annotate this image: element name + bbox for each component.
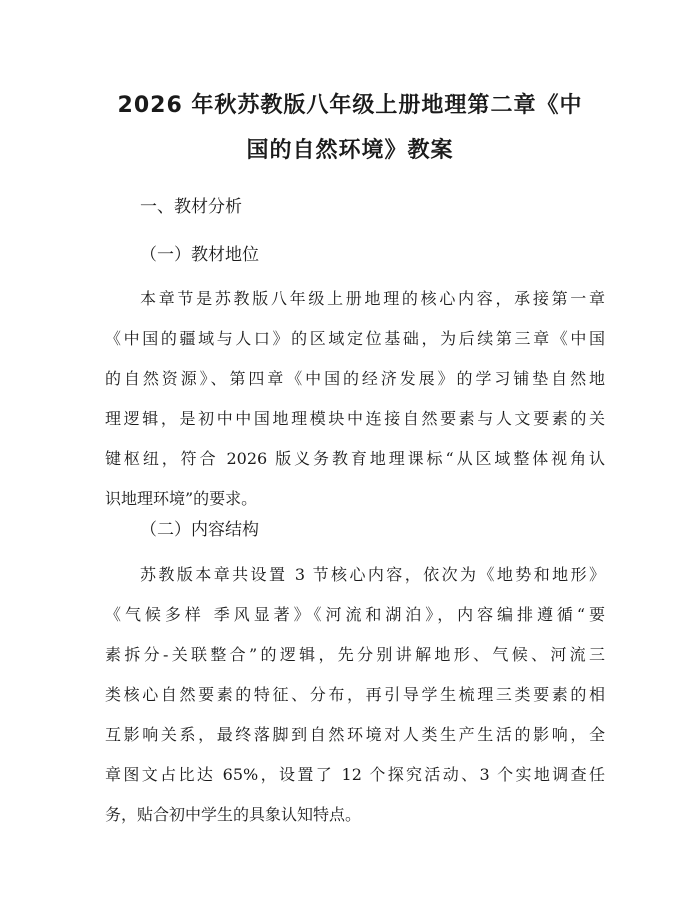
paragraph-line: 本章节是苏教版八年级上册地理的核心内容，承接第一章 [140, 289, 605, 308]
subsection-heading-content-structure: （二）内容结构 [140, 520, 259, 540]
paragraph-line: 素拆分-关联整合”的逻辑，先分别讲解地形、气候、河流三 [105, 645, 605, 664]
document-title-line-1: 2026 年秋苏教版八年级上册地理第二章《中 [117, 93, 583, 118]
paragraph-line: 苏教版本章共设置 3 节核心内容，依次为《地势和地形》 [140, 565, 605, 584]
section-heading-textbook-analysis: 一、教材分析 [140, 197, 242, 217]
subsection-heading-textbook-position: （一）教材地位 [140, 245, 259, 265]
paragraph-line: 理逻辑，是初中中国地理模块中连接自然要素与人文要素的关 [105, 409, 605, 428]
paragraph-line: 务，贴合初中学生的具象认知特点。 [105, 805, 362, 824]
paragraph-line: 《气候多样 季风显著》《河流和湖泊》，内容编排遵循“要 [105, 605, 605, 624]
paragraph-line: 互影响关系，最终落脚到自然环境对人类生产生活的影响，全 [105, 725, 605, 744]
document-title-line-2: 国的自然环境》教案 [246, 138, 454, 163]
paragraph-line: 《中国的疆域与人口》的区域定位基础，为后续第三章《中国 [105, 329, 605, 348]
paragraph-textbook-position [105, 279, 605, 519]
paragraph-line: 类核心自然要素的特征、分布，再引导学生梳理三类要素的相 [105, 685, 605, 704]
paragraph-line: 键枢纽，符合 2026 版义务教育地理课标“从区域整体视角认 [105, 449, 605, 468]
paragraph-line: 识地理环境”的要求。 [105, 489, 258, 508]
paragraph-line: 的自然资源》、第四章《中国的经济发展》的学习铺垫自然地 [105, 369, 605, 388]
paragraph-content-structure [105, 555, 605, 835]
paragraph-line: 章图文占比达 65%，设置了 12 个探究活动、3 个实地调查任 [105, 765, 605, 784]
